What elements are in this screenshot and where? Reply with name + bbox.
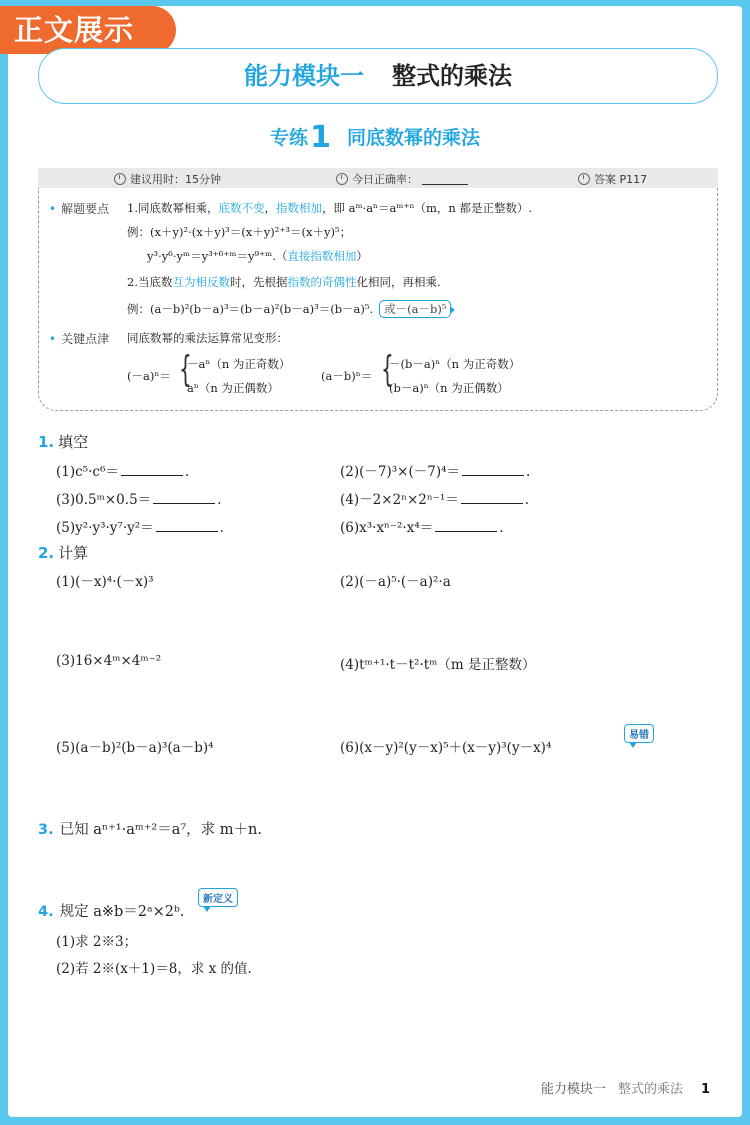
footer-module: 能力模块一	[540, 1082, 606, 1097]
drill-number: 1	[310, 120, 331, 155]
tips-example-2: y³·y⁶·yᵐ＝y³⁺⁶⁺ᵐ＝y⁹⁺ᵐ.（直接指数相加）	[147, 249, 368, 263]
tips-point-3: 同底数幂的乘法运算常见变形：	[127, 331, 288, 345]
q1-item-2: (2)(－7)³×(－7)⁴＝ .	[340, 464, 531, 480]
q4: 4. 规定 a※b＝2ᵃ×2ᵇ.	[38, 904, 185, 920]
q1-item-1: (1)c⁵·c⁶＝ .	[56, 464, 190, 480]
pencil-circle-icon	[578, 173, 590, 185]
answer-text: 答案 P117	[594, 173, 648, 186]
q4-sub-2: (2)若 2※(x＋1)＝8，求 x 的值.	[56, 961, 252, 977]
q2-item-6: (6)(x－y)²(y－x)⁵＋(x－y)³(y－x)⁴	[340, 740, 552, 756]
q1-heading: 1. 填空	[38, 433, 89, 451]
answer-blank[interactable]	[461, 491, 523, 504]
page-number: 1	[700, 1082, 710, 1097]
q1-item-3: (3)0.5ᵐ×0.5＝ .	[56, 492, 222, 508]
accuracy-text: 今日正确率：	[352, 173, 418, 186]
q1-item-6: (6)x³·xⁿ⁻²·x⁴＝ .	[340, 520, 504, 536]
new-definition-badge: 新定义	[198, 888, 238, 907]
tips-example-3: 例：(a－b)²(b－a)³＝(b－a)²(b－a)³＝(b－a)⁵. 或－(a－b)⁵	[127, 300, 451, 318]
q3: 3. 已知 aⁿ⁺¹·aᵐ⁺²＝a⁷，求 m＋n.	[38, 822, 262, 838]
formula-2-bottom: (b－a)ⁿ（n 为正偶数）	[389, 381, 509, 395]
answer-item	[578, 171, 647, 187]
q1-item-5: (5)y²·y³·y⁷·y²＝ .	[56, 520, 224, 536]
answer-blank[interactable]	[462, 463, 524, 476]
tips-point-1: 1.同底数幂相乘，底数不变，指数相加，即 aᵐ·aⁿ＝aᵐ⁺ⁿ（m，n 都是正整数）.	[127, 201, 533, 215]
formula-2-brace: {	[381, 349, 394, 390]
formula-1-top: －aⁿ（n 为正奇数）	[187, 357, 291, 371]
footer-title: 整式的乘法	[617, 1082, 683, 1097]
drill-name: 同底数幂的乘法	[346, 127, 480, 149]
q2-item-4: (4)tᵐ⁺¹·t－t²·tᵐ（m 是正整数）	[340, 657, 536, 673]
q2-item-5: (5)(a－b)²(b－a)³(a－b)⁴	[56, 740, 214, 756]
module-label: 能力模块一	[244, 62, 364, 90]
q2-item-2: (2)(－a)⁵·(－a)²·a	[340, 574, 451, 590]
answer-blank[interactable]	[153, 491, 215, 504]
note-bubble: 或－(a－b)⁵	[379, 300, 451, 318]
tips-label-2: • 关键点津	[49, 332, 110, 346]
tips-point-2: 2.当底数互为相反数时，先根据指数的奇偶性化相同，再相乘.	[127, 275, 441, 289]
drill-prefix: 专练	[270, 127, 309, 149]
check-circle-icon	[336, 173, 348, 185]
drill-title	[0, 120, 750, 155]
formula-2-left: (a－b)ⁿ＝	[321, 369, 373, 383]
q1-item-4: (4)－2×2ⁿ×2ⁿ⁻¹＝ .	[340, 492, 530, 508]
section-tag: 正文展示	[0, 6, 176, 54]
formula-2-top: －(b－a)ⁿ（n 为正奇数）	[389, 357, 521, 371]
accuracy-item	[336, 171, 468, 187]
q2-item-3: (3)16×4ᵐ×4ᵐ⁻²	[56, 653, 162, 669]
formula-1-bottom: aⁿ（n 为正偶数）	[187, 381, 279, 395]
answer-blank[interactable]	[121, 463, 183, 476]
page-footer	[541, 1078, 710, 1097]
formula-1-left: (－a)ⁿ＝	[127, 369, 171, 383]
answer-blank[interactable]	[156, 519, 218, 532]
tips-example-1: 例：(x＋y)²·(x＋y)³＝(x＋y)²⁺³＝(x＋y)⁵；	[127, 225, 352, 239]
formula-1-brace: {	[179, 349, 192, 390]
module-title: 整式的乘法	[392, 62, 512, 90]
tips-label-1: • 解题要点	[49, 202, 110, 216]
clock-icon	[114, 173, 126, 185]
answer-blank[interactable]	[435, 519, 497, 532]
q2-item-1: (1)(－x)⁴·(－x)³	[56, 574, 154, 590]
q4-sub-1: (1)求 2※3；	[56, 934, 138, 950]
time-text: 建议用时：15分钟	[130, 173, 221, 186]
info-bar	[38, 168, 718, 188]
tips-box	[38, 188, 718, 411]
module-banner	[38, 48, 718, 104]
q2-heading: 2. 计算	[38, 544, 89, 562]
accuracy-blank[interactable]	[422, 174, 468, 185]
mistake-prone-badge: 易错	[624, 724, 654, 743]
time-item	[114, 171, 221, 187]
